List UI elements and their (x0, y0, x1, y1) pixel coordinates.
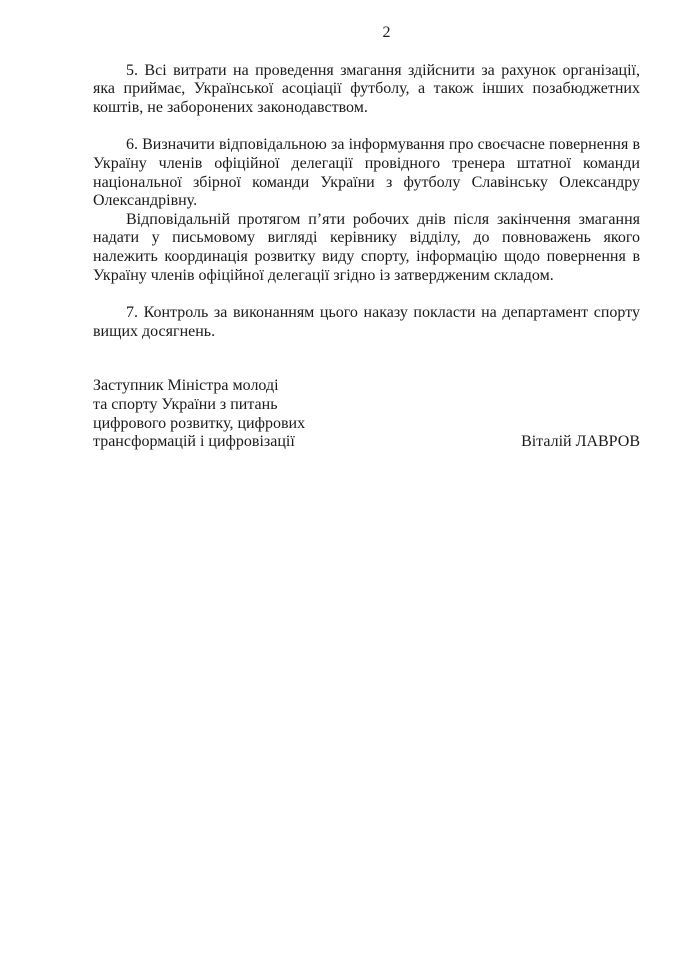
signatory-title-line: цифрового розвитку, цифрових (93, 414, 306, 432)
signatory-title-line: Заступник Міністра молоді (93, 377, 279, 395)
signatory-title (93, 377, 305, 451)
paragraph-7-control: 7. Контроль за виконанням цього наказу покласти на департамент спорту вищих досягнень. (93, 304, 640, 340)
paragraph-6-responsible-person: 6. Визначити відповідальною за інформування про своєчасне повернення в Україну членів офіційної делегації провідного тренера штатної команди національної збірної команди України з футболу Славінську Олександру Олександрівну. (93, 136, 640, 210)
signatory-title-line: та спорту України з питань (93, 395, 278, 413)
signature-block (93, 377, 640, 451)
page-number: 2 (382, 24, 391, 41)
signatory-title-line: трансформацій і цифровізації (93, 433, 295, 451)
signatory-name: Віталій ЛАВРОВ (521, 433, 640, 451)
paragraph-5-expenses: 5. Всі витрати на проведення змагання здійснити за рахунок організації, яка приймає, Української асоціації футболу, а також інших позабюджетних коштів, не заборонених законодавством. (93, 61, 640, 116)
paragraph-6-reporting-duty: Відповідальній протягом п’яти робочих днів після закінчення змагання надати у письмовому вигляді керівнику відділу, до повноважень якого належить координація розвитку виду спорту, інформацію щодо повернення в Україну членів офіційної делегації згідно із затвердженим складом. (93, 210, 640, 284)
